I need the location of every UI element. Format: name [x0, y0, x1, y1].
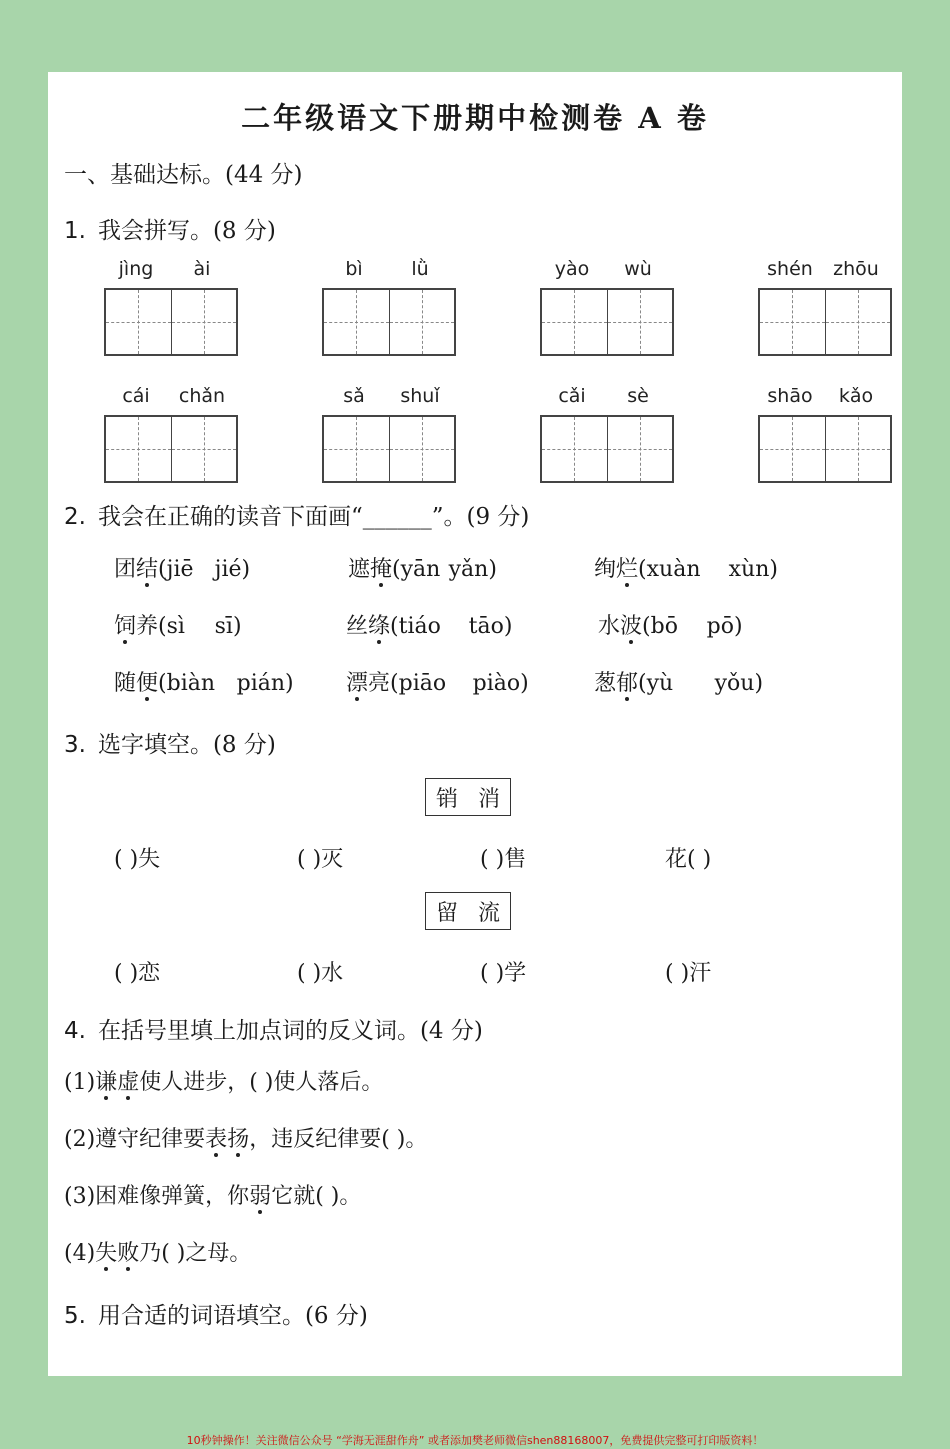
option-2[interactable]: sī — [214, 614, 233, 639]
pinyin-label: shāo — [767, 385, 813, 407]
choice-box-1 — [425, 778, 511, 816]
line-text[interactable]: 乃( )之母。 — [139, 1241, 252, 1266]
fill-blank[interactable]: 花( ) — [665, 847, 712, 872]
choice-char: 消 — [477, 786, 500, 812]
dotted-char: 绦 — [368, 614, 391, 639]
line-number: (4) — [64, 1241, 96, 1266]
q2-number: 2. — [64, 504, 86, 530]
pinyin-label: sè — [627, 385, 649, 407]
option-1[interactable]: xuàn — [646, 557, 701, 582]
pinyin-label: cái — [122, 385, 150, 407]
dotted-char: 结 — [136, 557, 159, 582]
q4-text: 在括号里填上加点词的反义词。(4 分) — [97, 1018, 483, 1044]
option-1[interactable]: sì — [166, 614, 185, 639]
promo-footer: 10秒钟操作！关注微信公众号 “学海无涯甜作舟” 或者添加樊老师微信shen88168007，免费提供完整可打印版资料！ — [186, 1434, 764, 1447]
fill-blank[interactable]: ( )汗 — [665, 961, 712, 986]
q4-line-1 — [64, 1065, 383, 1096]
writing-grid[interactable] — [540, 288, 674, 356]
dotted-char: 漂 — [346, 671, 369, 696]
pinyin-label: jìng — [118, 258, 154, 280]
exam-paper — [48, 72, 902, 1376]
q5-text: 用合适的词语填空。(6 分) — [97, 1303, 368, 1329]
word-char: 团 — [114, 557, 137, 582]
dotted-char: 扬 — [227, 1127, 250, 1152]
fill-blank[interactable]: ( )恋 — [114, 961, 161, 986]
pinyin-label: chǎn — [178, 385, 226, 407]
word-char: 水 — [598, 614, 621, 639]
reading-item-8: 漂亮(piāo piào) — [346, 671, 529, 696]
option-1[interactable]: jiē — [166, 557, 194, 582]
pinyin-label: cǎi — [558, 385, 586, 407]
fill-blank[interactable]: ( )学 — [480, 961, 527, 986]
pinyin-label: wù — [624, 258, 652, 280]
fill-blank[interactable]: ( )灭 — [297, 847, 344, 872]
writing-grid[interactable] — [104, 288, 238, 356]
q5-number: 5. — [64, 1303, 86, 1329]
dotted-char: 败 — [117, 1241, 140, 1266]
question-3 — [64, 726, 276, 759]
option-1[interactable]: piāo — [398, 671, 447, 696]
reading-item-7: 随便(biàn pián) — [114, 671, 294, 696]
q2-text: 我会在正确的读音下面画“______”。(9 分) — [97, 504, 530, 530]
word-char: 亮 — [368, 671, 391, 696]
question-4 — [64, 1012, 483, 1045]
dotted-char: 虚 — [117, 1070, 140, 1095]
q1-number: 1. — [64, 218, 86, 244]
dotted-char: 便 — [136, 671, 159, 696]
writing-grid[interactable] — [104, 415, 238, 483]
choice-char: 留 — [435, 900, 458, 926]
dotted-char: 弱 — [249, 1184, 272, 1209]
dotted-char: 掩 — [370, 557, 393, 582]
option-1[interactable]: biàn — [166, 671, 216, 696]
line-text[interactable]: 它就( )。 — [271, 1184, 362, 1209]
pinyin-label: yào — [554, 258, 590, 280]
word-char: 葱 — [594, 671, 617, 696]
pinyin-label: bì — [345, 258, 363, 280]
q4-line-4 — [64, 1236, 251, 1267]
fill-blank[interactable]: ( )失 — [114, 847, 161, 872]
word-char: 丝 — [346, 614, 369, 639]
pinyin-group-3 — [540, 258, 672, 284]
pinyin-group-1 — [104, 258, 236, 284]
line-text: (3)困难像弹簧，你 — [64, 1184, 250, 1209]
pinyin-group-6 — [322, 385, 454, 411]
pinyin-label: shén — [767, 258, 813, 280]
fill-blank[interactable]: ( )售 — [480, 847, 527, 872]
option-2[interactable]: piào — [472, 671, 521, 696]
reading-item-9: 葱郁(yù yǒu) — [594, 671, 764, 696]
option-1[interactable]: bō — [650, 614, 678, 639]
pinyin-label: sǎ — [343, 385, 365, 407]
reading-item-5: 丝绦(tiáo tāo) — [346, 614, 513, 639]
writing-grid[interactable] — [758, 288, 892, 356]
q4-number: 4. — [64, 1018, 86, 1044]
writing-grid[interactable] — [322, 415, 456, 483]
option-2[interactable]: pō — [706, 614, 734, 639]
q4-line-2 — [64, 1122, 427, 1153]
option-1[interactable]: yān — [400, 557, 441, 582]
fill-blank[interactable]: ( )水 — [297, 961, 344, 986]
reading-item-3: 绚烂(xuàn xùn) — [594, 557, 778, 582]
option-1[interactable]: yù — [646, 671, 674, 696]
pinyin-label: ài — [193, 258, 211, 280]
pinyin-group-7 — [540, 385, 672, 411]
dotted-char: 饲 — [114, 614, 137, 639]
reading-item-2: 遮掩(yān yǎn) — [348, 557, 497, 582]
choice-char: 销 — [435, 786, 458, 812]
choice-box-2 — [425, 892, 511, 930]
writing-grid[interactable] — [322, 288, 456, 356]
option-1[interactable]: tiáo — [398, 614, 441, 639]
option-2[interactable]: yǎn — [448, 557, 489, 582]
question-2 — [64, 498, 529, 531]
q3-text: 选字填空。(8 分) — [97, 732, 276, 758]
pinyin-group-5 — [104, 385, 236, 411]
word-char: 养 — [136, 614, 159, 639]
option-2[interactable]: pián — [236, 671, 286, 696]
writing-grid[interactable] — [540, 415, 674, 483]
question-1 — [64, 212, 276, 245]
writing-grid[interactable] — [758, 415, 892, 483]
reading-item-1: 团结(jiē jié) — [114, 557, 251, 582]
word-char: 遮 — [348, 557, 371, 582]
pinyin-label: lǜ — [411, 258, 429, 280]
line-text: (2)遵守纪律要 — [64, 1127, 206, 1152]
question-5 — [64, 1297, 368, 1330]
line-number: (1) — [64, 1070, 96, 1095]
q4-line-3 — [64, 1179, 361, 1210]
q3-number: 3. — [64, 732, 86, 758]
pinyin-label: shuǐ — [400, 385, 440, 407]
dotted-char: 失 — [95, 1241, 118, 1266]
option-2[interactable]: xùn — [728, 557, 770, 582]
option-2[interactable]: jié — [214, 557, 242, 582]
pinyin-label: kǎo — [838, 385, 874, 407]
word-char: 绚 — [594, 557, 617, 582]
pinyin-label: zhōu — [833, 258, 879, 280]
option-2[interactable]: tāo — [468, 614, 504, 639]
choice-char: 流 — [477, 900, 500, 926]
line-text[interactable]: 使人进步，( )使人落后。 — [139, 1070, 384, 1095]
dotted-char: 郁 — [616, 671, 639, 696]
pinyin-group-2 — [322, 258, 454, 284]
dotted-char: 烂 — [616, 557, 639, 582]
reading-item-6: 水波(bō pō) — [598, 614, 743, 639]
q1-text: 我会拼写。(8 分) — [97, 218, 276, 244]
exam-title: 二年级语文下册期中检测卷 A 卷 — [241, 101, 709, 135]
dotted-char: 谦 — [95, 1070, 118, 1095]
option-2[interactable]: yǒu — [714, 671, 755, 696]
dotted-char: 波 — [620, 614, 643, 639]
pinyin-group-4 — [758, 258, 890, 284]
reading-item-4: 饲养(sì sī) — [114, 614, 242, 639]
pinyin-group-8 — [758, 385, 890, 411]
dotted-char: 表 — [205, 1127, 228, 1152]
word-char: 随 — [114, 671, 137, 696]
line-text[interactable]: ，违反纪律要( )。 — [249, 1127, 428, 1152]
section-1-heading: 一、基础达标。(44 分) — [64, 162, 303, 188]
